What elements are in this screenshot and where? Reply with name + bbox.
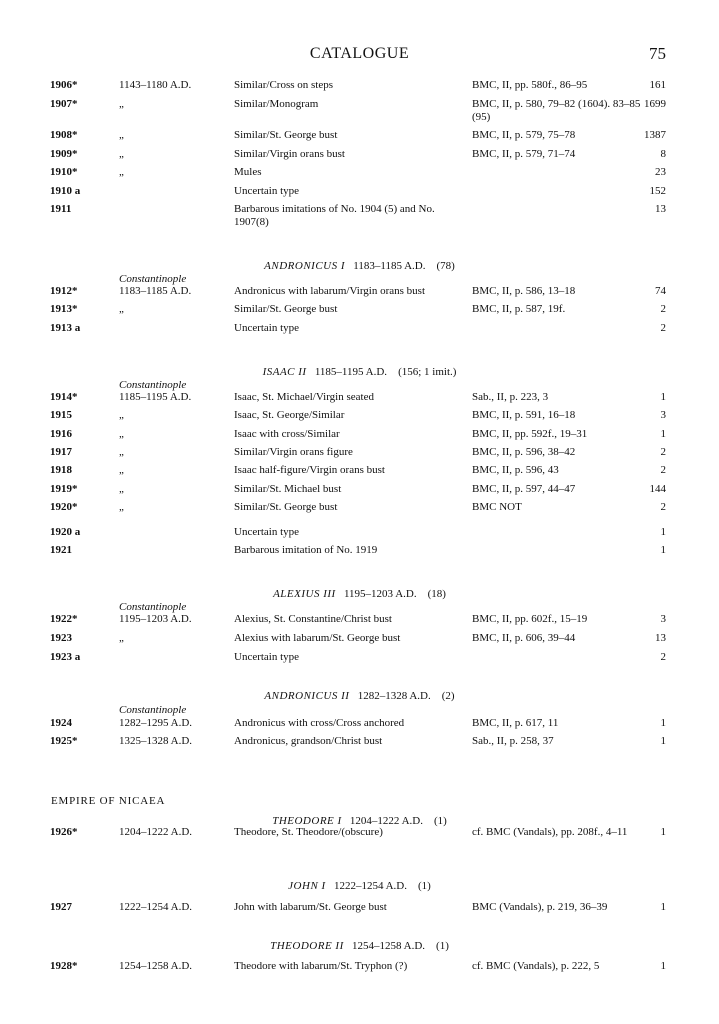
coin-type: Similar/St. George bust [234, 129, 338, 141]
date-range: 1143–1180 A.D. [119, 79, 192, 91]
coin-type: Similar/Virgin orans bust [234, 148, 345, 160]
catalogue-row [0, 166, 719, 182]
coin-count: 1 [660, 391, 666, 403]
coin-count: 1 [660, 526, 666, 538]
catalogue-number: 1923 a [50, 651, 81, 663]
catalogue-row [0, 960, 719, 976]
ruler-name: THEODORE I [272, 815, 342, 827]
coin-count: 1 [660, 428, 666, 440]
coin-count: 2 [660, 501, 666, 513]
coin-type: Barbarous imitations of No. 1904 (5) and No. 1907(8) [234, 203, 435, 228]
date-range: „ [119, 303, 124, 315]
date-range: „ [119, 428, 124, 440]
mint-name: Constantinople [119, 379, 187, 391]
mint-name: Constantinople [119, 601, 187, 613]
coin-type: Barbarous imitation of No. 1919 [234, 544, 378, 556]
coin-type: Theodore with labarum/St. Tryphon (?) [234, 960, 408, 972]
catalogue-number: 1920* [50, 501, 78, 513]
ruler-note: (78) [436, 260, 455, 272]
catalogue-number: 1924 [50, 717, 72, 729]
coin-type: Alexius with labarum/St. George bust [234, 632, 401, 644]
coin-count: 161 [649, 79, 666, 91]
coin-type: Isaac, St. George/Similar [234, 409, 345, 421]
coin-count: 2 [660, 322, 666, 334]
coin-count: 1 [660, 960, 666, 972]
date-range: „ [119, 129, 124, 141]
catalogue-number: 1912* [50, 285, 78, 297]
coin-count: 2 [660, 464, 666, 476]
catalogue-row [0, 79, 719, 95]
ruler-name: ISAAC II [262, 366, 307, 378]
date-range: 1325–1328 A.D. [119, 735, 193, 747]
coin-type: Mules [234, 166, 262, 178]
catalogue-row [0, 303, 719, 319]
coin-type: Alexius, St. Constantine/Christ bust [234, 613, 392, 625]
reference: BMC, II, p. 587, 19f. [472, 303, 566, 315]
catalogue-number: 1913* [50, 303, 78, 315]
catalogue-number: 1910* [50, 166, 78, 178]
catalogue-row [0, 501, 719, 517]
catalogue-number: 1914* [50, 391, 78, 403]
reference: BMC, II, p. 586, 13–18 [472, 285, 576, 297]
date-range: 1195–1203 A.D. [119, 613, 192, 625]
date-range: „ [119, 632, 124, 644]
page-number: 75 [649, 44, 666, 63]
coin-type: Similar/St. George bust [234, 303, 338, 315]
ruler-heading [0, 366, 719, 378]
date-range: 1222–1254 A.D. [119, 901, 193, 913]
coin-type: Theodore, St. Theodore/(obscure) [234, 826, 383, 838]
date-range: 1204–1222 A.D. [119, 826, 193, 838]
reference: BMC, II, p. 617, 11 [472, 717, 559, 729]
reference: BMC, II, p. 579, 75–78 [472, 129, 576, 141]
reference: BMC (Vandals), p. 219, 36–39 [472, 901, 608, 913]
reference: BMC, II, pp. 592f., 19–31 [472, 428, 588, 440]
catalogue-row [0, 391, 719, 407]
coin-count: 3 [660, 613, 666, 625]
coin-type: Similar/Virgin orans figure [234, 446, 353, 458]
ruler-dates: 1185–1195 A.D. [314, 366, 388, 378]
reference: BMC, II, pp. 580f., 86–95 [472, 79, 588, 91]
catalogue-row [0, 446, 719, 462]
coin-type: Similar/St. Michael bust [234, 483, 342, 495]
reference: Sab., II, p. 223, 3 [472, 391, 549, 403]
coin-count: 1 [660, 826, 666, 838]
date-range: 1282–1295 A.D. [119, 717, 193, 729]
catalogue-number: 1915 [50, 409, 72, 421]
catalogue-number: 1921 [50, 544, 72, 556]
catalogue-number: 1910 a [50, 185, 81, 197]
catalogue-row [0, 428, 719, 444]
coin-type: Uncertain type [234, 651, 300, 663]
coin-type: Andronicus with cross/Cross anchored [234, 717, 405, 729]
mint-name: Constantinople [119, 273, 187, 285]
catalogue-row [0, 526, 719, 542]
catalogue-row [0, 185, 719, 201]
ruler-dates: 1204–1222 A.D. [349, 815, 423, 827]
page-header-title: CATALOGUE [309, 45, 410, 62]
reference: cf. BMC (Vandals), p. 222, 5 [472, 960, 600, 972]
ruler-note: (2) [441, 690, 455, 702]
catalogue-number: 1920 a [50, 526, 81, 538]
coin-type: Similar/Cross on steps [234, 79, 334, 91]
reference: BMC, II, p. 596, 43 [472, 464, 559, 476]
coin-type: Uncertain type [234, 322, 300, 334]
ruler-note: (1) [433, 815, 447, 827]
coin-count: 1699 [644, 98, 666, 110]
ruler-name: ANDRONICUS II [264, 690, 350, 702]
ruler-name: THEODORE II [270, 940, 344, 952]
ruler-note: (1) [436, 940, 449, 952]
coin-count: 13 [655, 632, 666, 644]
reference: Sab., II, p. 258, 37 [472, 735, 554, 747]
catalogue-number: 1918 [50, 464, 72, 476]
catalogue-number: 1913 a [50, 322, 81, 334]
coin-count: 1 [660, 901, 666, 913]
catalogue-number: 1911 [50, 203, 72, 215]
reference: BMC NOT [472, 501, 522, 513]
catalogue-number: 1907* [50, 98, 78, 110]
catalogue-number: 1925* [50, 735, 78, 747]
catalogue-row [0, 651, 719, 667]
catalogue-row [0, 148, 719, 164]
coin-type: Similar/St. George bust [234, 501, 338, 513]
catalogue-number: 1908* [50, 129, 78, 141]
coin-count: 152 [649, 185, 666, 197]
catalogue-row [0, 98, 719, 123]
coin-count: 3 [660, 409, 666, 421]
reference: BMC, II, p. 597, 44–47 [472, 483, 576, 495]
date-range: „ [119, 446, 124, 458]
ruler-heading [0, 588, 719, 600]
catalogue-number: 1916 [50, 428, 72, 440]
catalogue-number: 1909* [50, 148, 78, 160]
date-range: „ [119, 464, 124, 476]
coin-count: 2 [660, 651, 666, 663]
coin-type: Uncertain type [234, 526, 300, 538]
coin-type: Andronicus, grandson/Christ bust [234, 735, 383, 747]
catalogue-row [0, 483, 719, 499]
date-range: 1183–1185 A.D. [119, 285, 192, 297]
date-range: „ [119, 483, 124, 495]
ruler-name: ANDRONICUS I [264, 260, 346, 272]
catalogue-number: 1917 [50, 446, 72, 458]
coin-count: 2 [660, 446, 666, 458]
mint-name: Constantinople [119, 704, 187, 716]
catalogue-row [0, 322, 719, 338]
coin-count: 1 [660, 544, 666, 556]
catalogue-row [0, 203, 719, 228]
section-heading: EMPIRE OF NICAEA [51, 795, 166, 807]
catalogue-number: 1926* [50, 826, 78, 838]
ruler-dates: 1195–1203 A.D. [343, 588, 417, 600]
ruler-dates: 1222–1254 A.D. [333, 880, 407, 892]
catalogue-row [0, 129, 719, 145]
ruler-heading [0, 690, 719, 702]
catalogue-row [0, 544, 719, 560]
catalogue-row [0, 826, 719, 842]
coin-type: Isaac half-figure/Virgin orans bust [234, 464, 385, 476]
coin-count: 144 [649, 483, 666, 495]
catalogue-row [0, 613, 719, 629]
catalogue-row [0, 464, 719, 480]
coin-count: 1 [660, 717, 666, 729]
catalogue-number: 1922* [50, 613, 78, 625]
date-range: 1185–1195 A.D. [119, 391, 192, 403]
coin-count: 8 [660, 148, 666, 160]
catalogue-row [0, 717, 719, 733]
catalogue-row [0, 409, 719, 425]
coin-type: Similar/Monogram [234, 98, 319, 110]
coin-count: 1387 [644, 129, 666, 141]
ruler-dates: 1254–1258 A.D. [352, 940, 426, 952]
coin-count: 74 [655, 285, 666, 297]
catalogue-row [0, 285, 719, 301]
ruler-heading [0, 260, 719, 272]
ruler-name: ALEXIUS III [273, 588, 336, 600]
date-range: „ [119, 166, 124, 178]
coin-type: Andronicus with labarum/Virgin orans bust [234, 285, 426, 297]
coin-type: Isaac, St. Michael/Virgin seated [234, 391, 374, 403]
ruler-note: (18) [427, 588, 446, 600]
reference: BMC, II, p. 580, 79–82 (1604). 83–85 (95) [472, 98, 641, 123]
coin-count: 1 [660, 735, 666, 747]
catalogue-number: 1928* [50, 960, 78, 972]
reference: BMC, II, p. 591, 16–18 [472, 409, 576, 421]
ruler-name: JOHN I [288, 880, 326, 892]
date-range: 1254–1258 A.D. [119, 960, 193, 972]
ruler-heading [0, 880, 719, 892]
date-range: „ [119, 409, 124, 421]
coin-type: Uncertain type [234, 185, 300, 197]
reference: BMC, II, p. 606, 39–44 [472, 632, 576, 644]
ruler-dates: 1183–1185 A.D. [353, 260, 426, 272]
ruler-note: (1) [417, 880, 431, 892]
catalogue-row [0, 901, 719, 917]
ruler-note: (156; 1 imit.) [398, 366, 457, 378]
catalogue-row [0, 632, 719, 648]
catalogue-number: 1927 [50, 901, 72, 913]
coin-type: John with labarum/St. George bust [234, 901, 387, 913]
catalogue-row [0, 735, 719, 751]
reference: cf. BMC (Vandals), pp. 208f., 4–11 [472, 826, 628, 838]
reference: BMC, II, p. 596, 38–42 [472, 446, 576, 458]
date-range: „ [119, 148, 124, 160]
reference: BMC, II, p. 579, 71–74 [472, 148, 576, 160]
reference: BMC, II, pp. 602f., 15–19 [472, 613, 588, 625]
coin-count: 23 [655, 166, 666, 178]
date-range: „ [119, 501, 124, 513]
ruler-dates: 1282–1328 A.D. [357, 690, 431, 702]
date-range: „ [119, 98, 124, 110]
coin-type: Isaac with cross/Similar [234, 428, 340, 440]
coin-count: 2 [660, 303, 666, 315]
ruler-heading [0, 940, 719, 952]
coin-count: 13 [655, 203, 666, 215]
catalogue-number: 1906* [50, 79, 78, 91]
catalogue-number: 1923 [50, 632, 72, 644]
catalogue-number: 1919* [50, 483, 78, 495]
